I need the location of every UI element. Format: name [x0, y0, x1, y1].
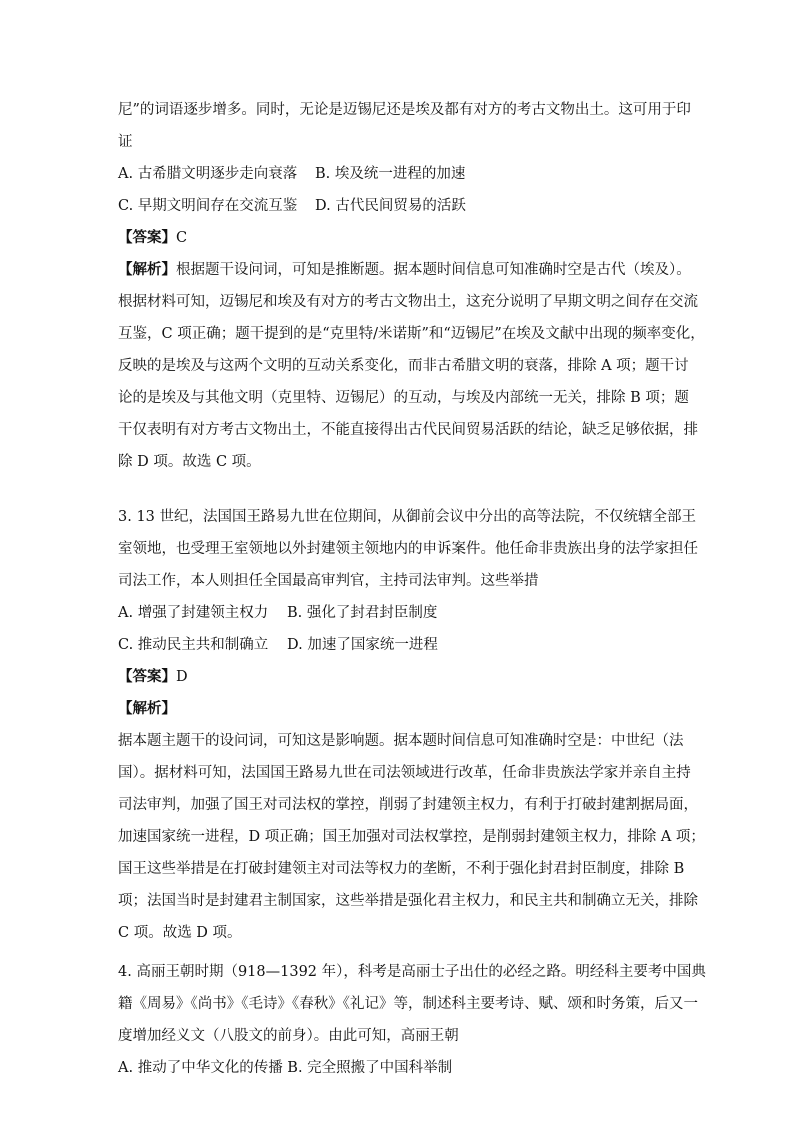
q2-analysis-line-1	[118, 261, 691, 279]
q3-analysis-line-5: 国王这些举措是在打破封建领主对司法等权力的垄断，不利于强化封君封臣制度，排除 B	[118, 861, 685, 877]
answer-tag: 【答案】	[118, 668, 176, 685]
q3-option-b: B. 强化了封君封臣制度	[287, 605, 438, 621]
q2-option-c: C. 早期文明间存在交流互鉴	[118, 198, 298, 214]
q3-option-d: D. 加速了国家统一进程	[287, 637, 438, 653]
q4-option-ab: A. 推动了中华文化的传播 B. 完全照搬了中国科举制	[118, 1060, 453, 1076]
q2-answer-line	[118, 229, 187, 247]
q3-analysis-line-1: 据本题主题干的设问词，可知这是影响题。据本题时间信息可知准确时空是：中世纪（法	[118, 733, 684, 749]
q4-stem-line-1: 4. 高丽王朝时期（918—1392 年），科考是高丽士子出仕的必经之路。明经科主要考中国典	[118, 964, 706, 980]
analysis-text: 根据题干设问词，可知是推断题。据本题时间信息可知准确时空是古代（埃及）。	[176, 262, 691, 278]
q2-option-b: B. 埃及统一进程的加速	[315, 166, 466, 182]
q3-stem-line-3: 司法工作，本人则担任全国最高审判官，主持司法审判。这些举措	[118, 573, 539, 589]
q2-analysis-line-3: 互鉴，C 项正确；题干提到的是“克里特/米诺斯”和“迈锡尼”在埃及文献中出现的频率变化，	[118, 326, 705, 342]
q2-analysis-line-7: 除 D 项。故选 C 项。	[118, 454, 261, 470]
q3-analysis-tag: 【解析】	[118, 700, 176, 717]
q2-option-a: A. 古希腊文明逐步走向衰落	[118, 166, 298, 182]
answer-value: C	[176, 230, 188, 246]
q2-stem-line-2: 证	[118, 134, 133, 150]
q2-stem-line-1: 尼”的词语逐步增多。同时，无论是迈锡尼还是埃及都有对方的考古文物出土。这可用于印	[118, 102, 691, 118]
q3-option-a: A. 增强了封建领主权力	[118, 605, 269, 621]
q2-analysis-line-5: 论的是埃及与其他文明（克里特、迈锡尼）的互动，与埃及内部统一无关，排除 B 项；题	[118, 390, 689, 406]
q3-analysis-line-4: 加速国家统一进程，D 项正确；国王加强对司法权掌控，是削弱封建领主权力，排除 A 项；	[118, 829, 705, 845]
q3-analysis-line-6: 项；法国当时是封建君主制国家，这些举措是强化君主权力，和民主共和制确立无关，排除	[118, 893, 698, 909]
q3-option-c: C. 推动民主共和制确立	[118, 637, 269, 653]
analysis-tag: 【解析】	[118, 261, 176, 278]
q3-stem-line-2: 室领地，也受理王室领地以外封建领主领地内的申诉案件。他任命非贵族出身的法学家担任	[118, 541, 698, 557]
q3-analysis-line-7: C 项。故选 D 项。	[118, 925, 242, 941]
q2-analysis-line-2: 根据材料可知，迈锡尼和埃及有对方的考古文物出土，这充分说明了早期文明之间存在交流	[118, 294, 698, 310]
q2-analysis-line-4: 反映的是埃及与这两个文明的互动关系变化，而非古希腊文明的衰落，排除 A 项；题干讨	[118, 358, 689, 374]
q3-analysis-line-3: 司法审判，加强了国王对司法权的掌控，削弱了封建领主权力，有利于打破封建割据局面，	[118, 797, 698, 813]
q3-analysis-line-2: 国）。据材料可知，法国国王路易九世在司法领域进行改革，任命非贵族法学家并亲自主持	[118, 765, 691, 781]
q2-option-d: D. 古代民间贸易的活跃	[315, 198, 466, 214]
q3-stem-line-1: 3. 13 世纪，法国国王路易九世在位期间，从御前会议中分出的高等法院，不仅统辖全部王	[118, 509, 696, 525]
answer-tag: 【答案】	[118, 229, 176, 246]
q4-stem-line-2: 籍《周易》《尚书》《毛诗》《春秋》《礼记》等，制述科主要考诗、赋、颂和时务策，后又一	[118, 996, 698, 1012]
q4-stem-line-3: 度增加经义文（八股文的前身）。由此可知，高丽王朝	[118, 1028, 459, 1044]
q3-answer-line	[118, 668, 188, 686]
q2-analysis-line-6: 干仅表明有对方考古文物出土，不能直接得出古代民间贸易活跃的结论，缺乏足够依据，排	[118, 422, 698, 438]
answer-value: D	[176, 669, 188, 685]
